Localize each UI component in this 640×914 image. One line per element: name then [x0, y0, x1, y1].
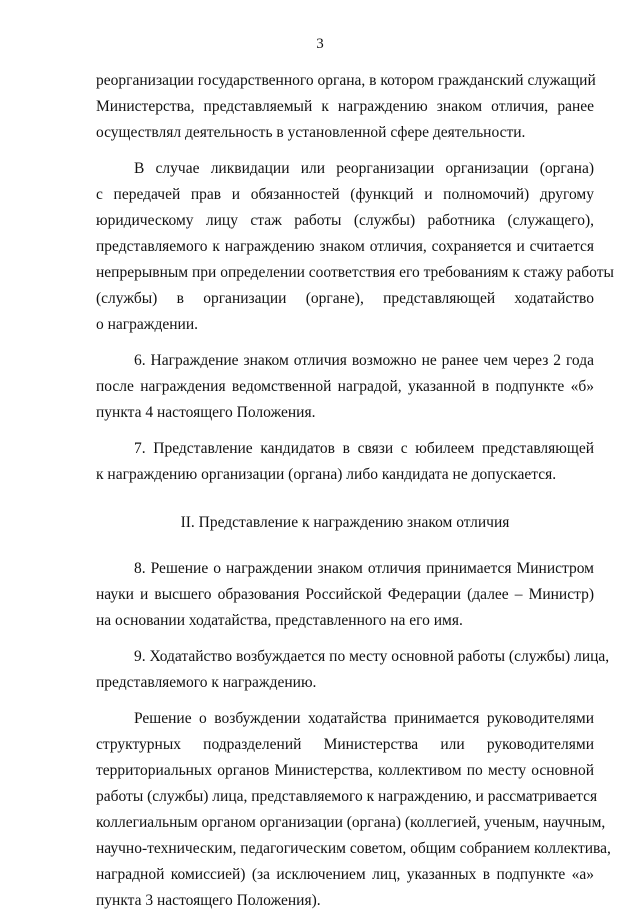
- text-line: после награждения ведомственной наградой, указанной в подпункте «б»: [96, 378, 594, 395]
- text-line: 7. Представление кандидатов в связи с юбилеем представляющей: [134, 440, 594, 457]
- text-line: территориальных органов Министерства, коллективом по месту основной: [96, 762, 594, 779]
- text-line: Решение о возбуждении ходатайства принимается руководителями: [134, 710, 594, 727]
- text-line: с передачей прав и обязанностей (функций и полномочий) другому: [96, 186, 594, 203]
- paragraph: [96, 156, 614, 338]
- text-line: реорганизации государственного органа, в котором гражданский служащий: [96, 72, 596, 89]
- text-line: представляемого к награждению знаком отличия, сохраняется и считается: [96, 238, 594, 255]
- text-line: коллегиальным органом организации (органа) (коллегией, ученым, научным,: [96, 814, 606, 831]
- text-line: (службы) в организации (органе), представляющей ходатайство: [96, 290, 594, 307]
- text-line: наградной комиссией) (за исключением лиц, указанных в подпункте «а»: [96, 866, 594, 883]
- text-line: к награждению организации (органа) либо кандидата не допускается.: [96, 466, 557, 483]
- text-line: осуществлял деятельность в установленной сфере деятельности.: [96, 124, 526, 141]
- text-line: 8. Решение о награждении знаком отличия принимается Министром: [134, 560, 594, 577]
- text-line: В случае ликвидации или реорганизации организации (органа): [134, 160, 594, 177]
- section-heading: II. Представление к награждению знаком отличия: [180, 514, 510, 531]
- paragraph: [96, 706, 611, 914]
- text-line: юридическому лицу стаж работы (службы) работника (служащего),: [96, 212, 594, 229]
- paragraph: [96, 436, 594, 488]
- text-line: науки и высшего образования Российской Федерации (далее – Министр): [96, 586, 594, 603]
- text-line: пункта 4 настоящего Положения.: [96, 404, 316, 421]
- text-line: 9. Ходатайство возбуждается по месту основной работы (службы) лица,: [134, 648, 610, 665]
- text-line: научно-техническим, педагогическим советом, общим собранием коллектива,: [96, 840, 611, 857]
- page-number: 3: [316, 36, 324, 52]
- text-line: непрерывным при определении соответствия его требованиям к стажу работы: [96, 264, 614, 281]
- text-line: на основании ходатайства, представленного на его имя.: [96, 612, 463, 629]
- text-line: работы (службы) лица, представляемого к награждению, и рассматривается: [96, 788, 598, 805]
- text-line: 6. Награждение знаком отличия возможно не ранее чем через 2 года: [134, 352, 594, 369]
- paragraph: [96, 68, 594, 146]
- text-line: представляемого к награждению.: [96, 674, 317, 691]
- text-line: структурных подразделений Министерства или руководителями: [96, 736, 594, 753]
- paragraph: [96, 556, 594, 634]
- paragraph: [96, 644, 610, 696]
- text-line: Министерства, представляемый к награждению знаком отличия, ранее: [96, 98, 594, 115]
- text-line: пункта 3 настоящего Положения).: [96, 892, 321, 909]
- paragraph: [96, 348, 594, 426]
- document-body: [96, 68, 614, 914]
- text-line: о награждении.: [96, 316, 199, 333]
